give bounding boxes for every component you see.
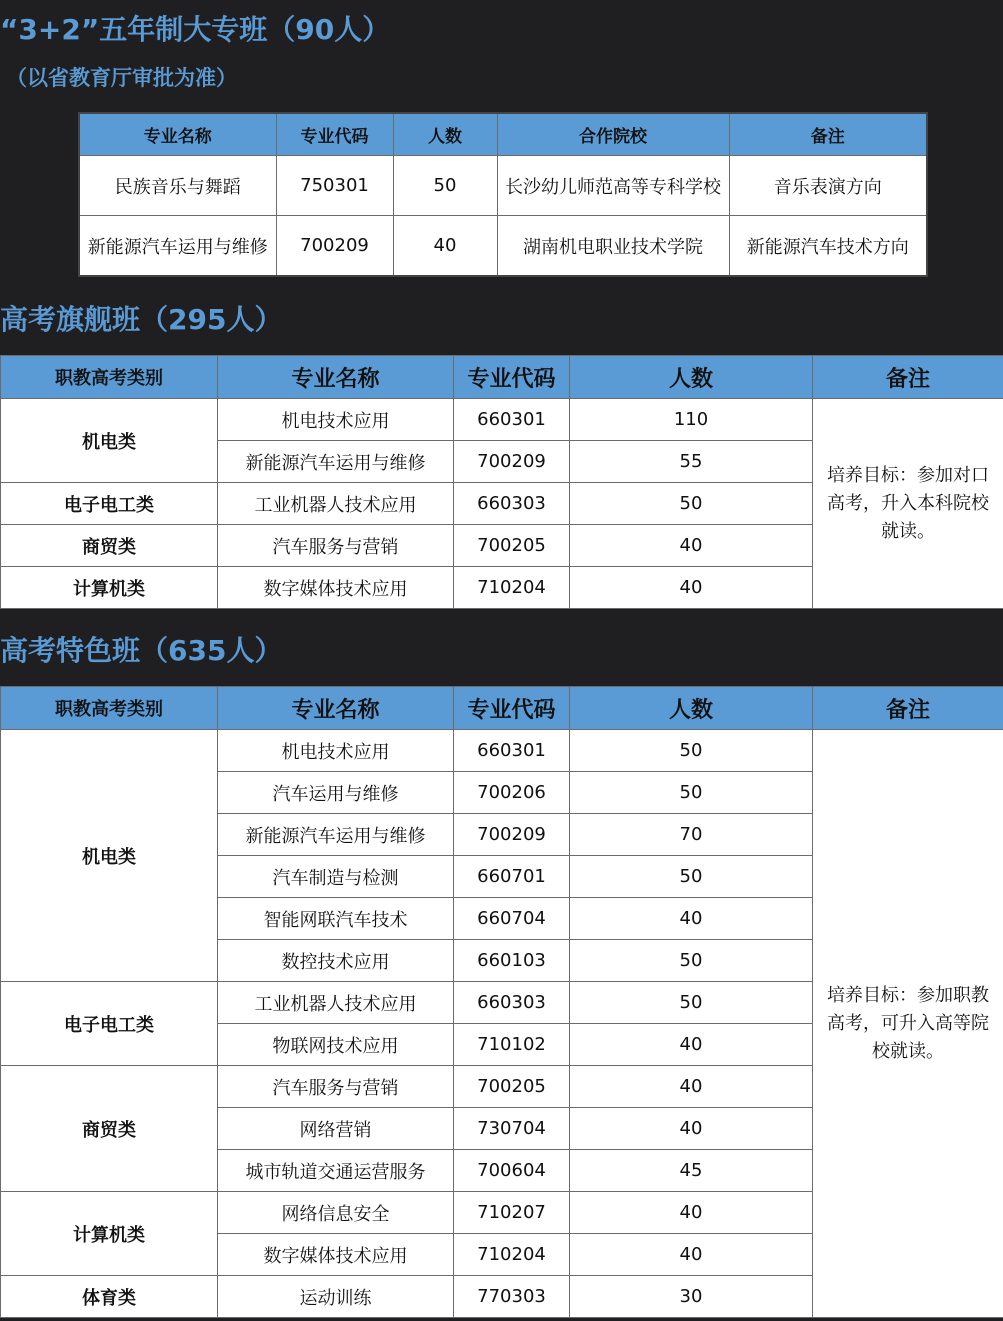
- table-row: [79, 156, 927, 216]
- column-header: 职教高考类别: [1, 356, 218, 399]
- category-cell: 机电类: [1, 399, 218, 483]
- table-cell: 30: [570, 1276, 813, 1318]
- table-cell: 750301: [276, 156, 393, 216]
- table-cell: 660701: [454, 856, 570, 898]
- table-cell: 50: [570, 940, 813, 982]
- column-header: 专业名称: [218, 356, 454, 399]
- table-cell: 民族音乐与舞蹈: [79, 156, 276, 216]
- flagship-class-table: [0, 355, 1003, 609]
- table-cell: 城市轨道交通运营服务: [218, 1150, 454, 1192]
- table-cell: 机电技术应用: [218, 399, 454, 441]
- table-cell: 50: [570, 982, 813, 1024]
- table-cell: 40: [570, 525, 813, 567]
- table-cell: 700604: [454, 1150, 570, 1192]
- table-cell: 700205: [454, 525, 570, 567]
- column-header: 专业代码: [454, 356, 570, 399]
- section3-title: 高考特色班（635人）: [0, 634, 283, 667]
- table-cell: 数字媒体技术应用: [218, 1234, 454, 1276]
- column-header: 合作院校: [497, 113, 729, 156]
- table-header-row: [79, 113, 927, 156]
- column-header: 备注: [813, 356, 1003, 399]
- table-cell: 770303: [454, 1276, 570, 1318]
- table-cell: 网络营销: [218, 1108, 454, 1150]
- table-cell: 汽车服务与营销: [218, 525, 454, 567]
- table-header-row: [1, 687, 1003, 730]
- table-cell: 700209: [276, 216, 393, 277]
- table-cell: 50: [570, 730, 813, 772]
- table-cell: 40: [570, 1108, 813, 1150]
- table-cell: 710207: [454, 1192, 570, 1234]
- table-row: [79, 216, 927, 277]
- table-row: [1, 399, 1003, 441]
- table-cell: 数控技术应用: [218, 940, 454, 982]
- table-cell: 50: [570, 772, 813, 814]
- table-cell: 730704: [454, 1108, 570, 1150]
- table-cell: 710204: [454, 1234, 570, 1276]
- category-cell: 商贸类: [1, 525, 218, 567]
- table-cell: 汽车运用与维修: [218, 772, 454, 814]
- category-cell: 机电类: [1, 730, 218, 982]
- table-cell: 700206: [454, 772, 570, 814]
- table-row: [1, 730, 1003, 772]
- table-cell: 660303: [454, 982, 570, 1024]
- category-cell: 计算机类: [1, 567, 218, 609]
- table-cell: 70: [570, 814, 813, 856]
- table-cell: 新能源汽车运用与维修: [79, 216, 276, 277]
- table-cell: 50: [570, 856, 813, 898]
- section1-subtitle: （以省教育厅审批为准）: [6, 66, 237, 90]
- table-cell: 40: [570, 1066, 813, 1108]
- table-cell: 710204: [454, 567, 570, 609]
- column-header: 职教高考类别: [1, 687, 218, 730]
- table-cell: 新能源汽车技术方向: [729, 216, 927, 277]
- table-cell: 汽车服务与营销: [218, 1066, 454, 1108]
- table-cell: 汽车制造与检测: [218, 856, 454, 898]
- table-cell: 40: [393, 216, 497, 277]
- table-cell: 660301: [454, 730, 570, 772]
- column-header: 人数: [393, 113, 497, 156]
- table-cell: 700209: [454, 441, 570, 483]
- table-cell: 湖南机电职业技术学院: [497, 216, 729, 277]
- table-cell: 40: [570, 1024, 813, 1066]
- table-cell: 700209: [454, 814, 570, 856]
- column-header: 专业名称: [79, 113, 276, 156]
- table-cell: 700205: [454, 1066, 570, 1108]
- table-cell: 55: [570, 441, 813, 483]
- column-header: 专业代码: [276, 113, 393, 156]
- note-cell: 培养目标：参加对口高考，升入本科院校就读。: [813, 399, 1003, 609]
- featured-class-table: [0, 686, 1003, 1318]
- table-cell: 45: [570, 1150, 813, 1192]
- section2-title: 高考旗舰班（295人）: [0, 303, 283, 336]
- table-cell: 网络信息安全: [218, 1192, 454, 1234]
- category-cell: 商贸类: [1, 1066, 218, 1192]
- table-cell: 40: [570, 1234, 813, 1276]
- table-cell: 智能网联汽车技术: [218, 898, 454, 940]
- table-cell: 数字媒体技术应用: [218, 567, 454, 609]
- category-cell: 计算机类: [1, 1192, 218, 1276]
- table-cell: 工业机器人技术应用: [218, 483, 454, 525]
- column-header: 人数: [570, 356, 813, 399]
- table-cell: 660301: [454, 399, 570, 441]
- column-header: 备注: [729, 113, 927, 156]
- table-cell: 机电技术应用: [218, 730, 454, 772]
- table-cell: 音乐表演方向: [729, 156, 927, 216]
- five-year-program-table: [78, 112, 928, 277]
- table-cell: 新能源汽车运用与维修: [218, 441, 454, 483]
- table-cell: 物联网技术应用: [218, 1024, 454, 1066]
- category-cell: 体育类: [1, 1276, 218, 1318]
- table-cell: 长沙幼儿师范高等专科学校: [497, 156, 729, 216]
- table-cell: 660103: [454, 940, 570, 982]
- table-header-row: [1, 356, 1003, 399]
- table-cell: 40: [570, 898, 813, 940]
- table-cell: 50: [570, 483, 813, 525]
- table-cell: 710102: [454, 1024, 570, 1066]
- table-cell: 660704: [454, 898, 570, 940]
- table-cell: 50: [393, 156, 497, 216]
- table-cell: 660303: [454, 483, 570, 525]
- table-cell: 40: [570, 1192, 813, 1234]
- table-cell: 运动训练: [218, 1276, 454, 1318]
- section1-title: “3+2”五年制大专班（90人）: [0, 13, 391, 46]
- column-header: 备注: [813, 687, 1003, 730]
- table-cell: 工业机器人技术应用: [218, 982, 454, 1024]
- table-cell: 新能源汽车运用与维修: [218, 814, 454, 856]
- note-cell: 培养目标：参加职教高考，可升入高等院校就读。: [813, 730, 1003, 1318]
- table-cell: 40: [570, 567, 813, 609]
- column-header: 人数: [570, 687, 813, 730]
- category-cell: 电子电工类: [1, 483, 218, 525]
- column-header: 专业代码: [454, 687, 570, 730]
- category-cell: 电子电工类: [1, 982, 218, 1066]
- table-cell: 110: [570, 399, 813, 441]
- column-header: 专业名称: [218, 687, 454, 730]
